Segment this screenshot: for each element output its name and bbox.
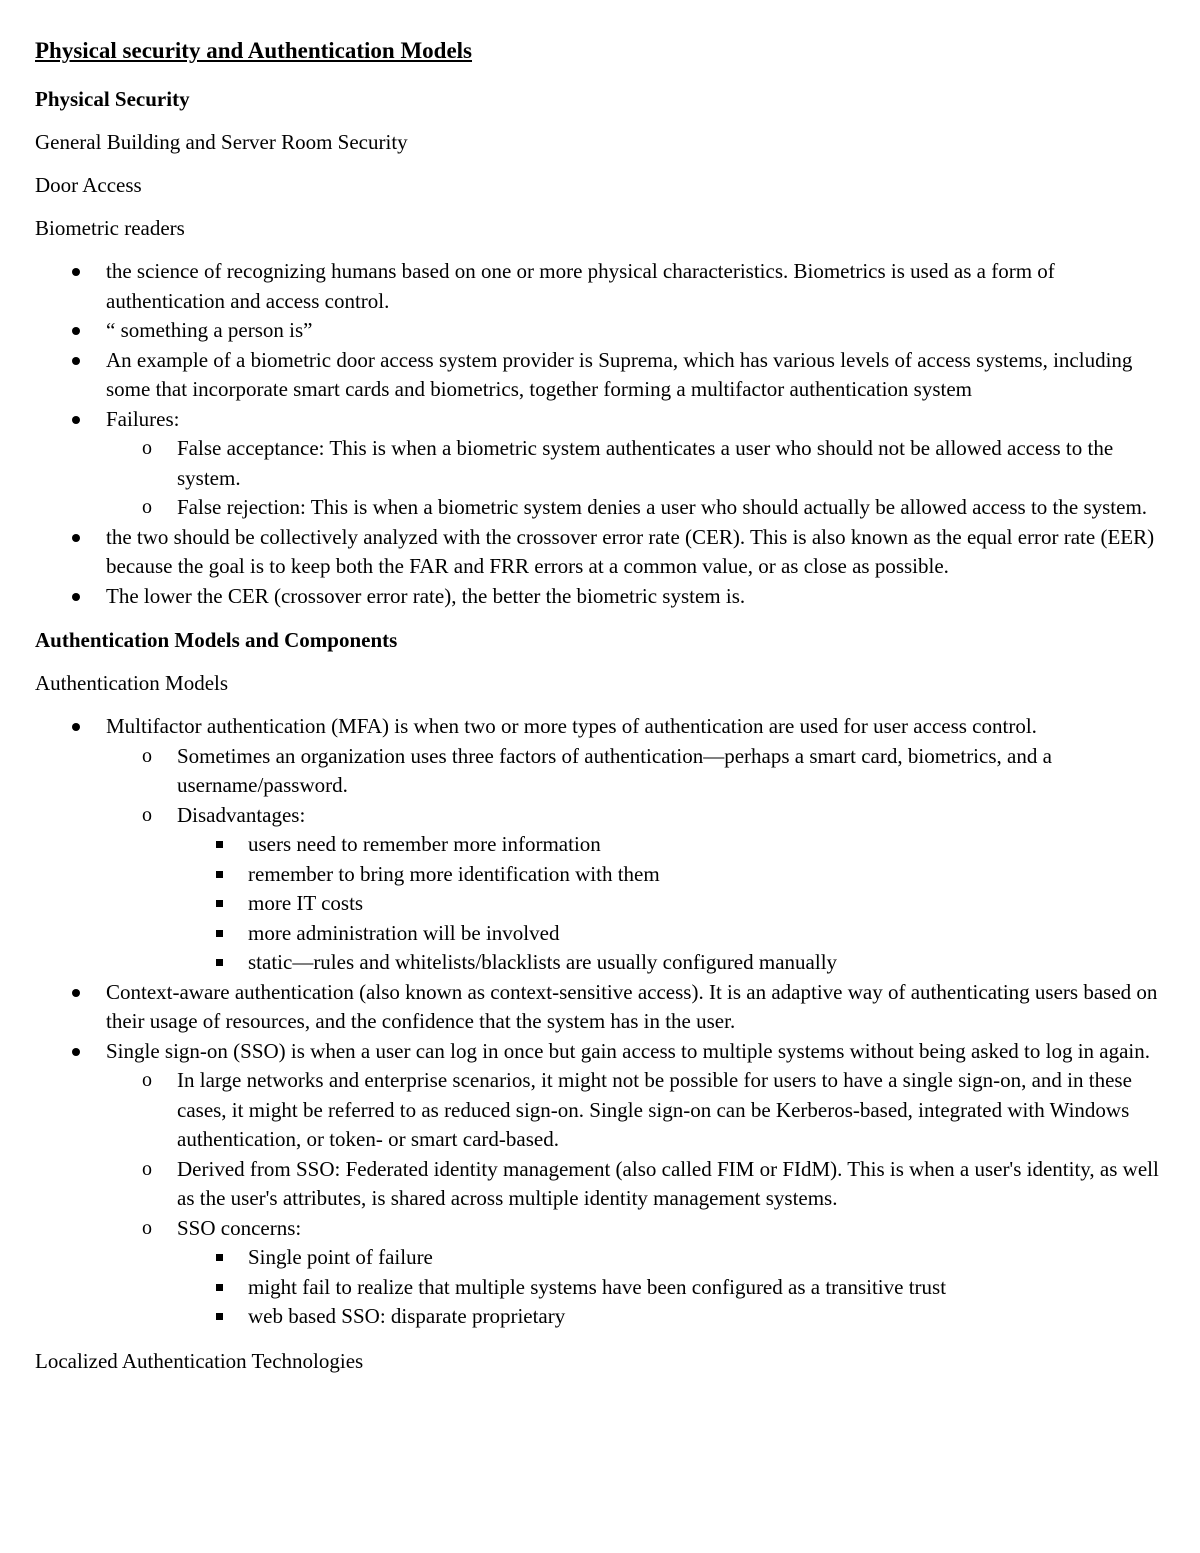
sub-list-item-text: Derived from SSO: Federated identity management (also called FIM or FIdM). This is when a user's identity, as well as the user's attributes, is shared across multiple identity management systems.: [177, 1156, 1159, 1210]
list-item: [35, 257, 1170, 316]
list-item-text: Multifactor authentication (MFA) is when two or more types of authentication are used for user access control.: [106, 714, 1037, 738]
bullet-icon: [72, 357, 80, 365]
list-item: [35, 346, 1170, 405]
subheading-authentication-models: Authentication Models: [35, 671, 229, 695]
biometric-bullet-list: [35, 257, 1170, 611]
subheading-biometric-readers: Biometric readers: [35, 216, 185, 240]
square-bullet-icon: [216, 1313, 223, 1320]
list-item-text: the two should be collectively analyzed with the crossover error rate (CER). This is also known as the equal error rate (EER) because the goal is to keep both the FAR and FRR errors at a common value, or as close as possible.: [106, 524, 1155, 578]
sub-sub-list-item: [177, 948, 1170, 978]
sub-sub-list-item-text: more IT costs: [248, 891, 364, 915]
list-item: [35, 582, 1170, 612]
sub-sub-list-item: [177, 889, 1170, 919]
bullet-icon: [72, 327, 80, 335]
authentication-bullet-list: [35, 712, 1170, 1332]
sub-sub-list-item: [177, 860, 1170, 890]
bullet-icon: [72, 593, 80, 601]
subheading-building-security: General Building and Server Room Security: [35, 130, 408, 154]
list-item-text: Failures:: [106, 406, 180, 431]
sub-sub-list-item: [177, 830, 1170, 860]
bullet-icon: [72, 989, 80, 997]
list-item-text: The lower the CER (crossover error rate), the better the biometric system is.: [106, 583, 746, 608]
list-item: [35, 316, 1170, 346]
square-bullet-icon: [216, 930, 223, 937]
sub-list-item-text: In large networks and enterprise scenarios, it might not be possible for users to have a single sign-on, and in these cases, it might be referred to as reduced sign-on. Single sign-on can be Kerberos-based, integrated with Windows authentication, or token- or smart card-based.: [177, 1068, 1132, 1151]
list-item: [35, 523, 1170, 582]
circle-bullet-icon: o: [142, 744, 152, 767]
sub-list-item: [106, 1155, 1170, 1214]
square-bullet-icon: [216, 959, 223, 966]
square-bullet-icon: [216, 1284, 223, 1291]
bullet-icon: [72, 723, 80, 731]
mfa-sublist: [106, 742, 1170, 978]
sub-sub-list-item-text: more administration will be involved: [248, 920, 560, 945]
list-item-text: An example of a biometric door access system provider is Suprema, which has various levels of access systems, including some that incorporate smart cards and biometrics, together forming a multifactor authentication system: [106, 347, 1133, 401]
sso-sublist: [106, 1066, 1170, 1332]
circle-bullet-icon: o: [142, 437, 152, 459]
sub-sub-list-item: [177, 1273, 1170, 1303]
list-item-text: “ something a person is”: [106, 318, 313, 342]
sub-list-item-text: Disadvantages:: [177, 802, 306, 827]
sub-list-item: [106, 801, 1170, 978]
document-title: Physical security and Authentication Models: [35, 38, 473, 63]
bullet-icon: [72, 416, 80, 424]
sub-sub-list-item: [177, 1302, 1170, 1332]
square-bullet-icon: [216, 900, 223, 907]
sub-sub-list-item-text: static—rules and whitelists/blacklists are usually configured manually: [248, 950, 838, 974]
circle-bullet-icon: o: [142, 803, 152, 826]
sub-list-item: [106, 742, 1170, 801]
list-item-text: Context-aware authentication (also known as context-sensitive access). It is an adaptive way of authenticating users based on their usage of resources, and the confidence that the system has in the user.: [106, 979, 1158, 1033]
list-item: [35, 978, 1170, 1037]
list-item: [35, 405, 1170, 523]
sub-sub-list-item-text: users need to remember more information: [248, 832, 601, 856]
bullet-icon: [72, 1048, 80, 1056]
heading-authentication-models-components: Authentication Models and Components: [35, 628, 398, 652]
bullet-icon: [72, 534, 80, 542]
sub-list-item-text: SSO concerns:: [177, 1215, 302, 1240]
sub-list-item-text: Sometimes an organization uses three factors of authentication—perhaps a smart card, biometrics, and a username/password.: [177, 743, 1052, 797]
square-bullet-icon: [216, 841, 223, 848]
circle-bullet-icon: o: [142, 1157, 152, 1180]
sso-concerns-sublist: [177, 1243, 1170, 1332]
disadvantages-sublist: [177, 830, 1170, 978]
sub-list-item: [106, 493, 1170, 523]
bullet-icon: [72, 268, 80, 276]
subheading-door-access: Door Access: [35, 173, 142, 197]
sub-list-item: [106, 1214, 1170, 1332]
failures-sublist: [106, 434, 1170, 523]
square-bullet-icon: [216, 871, 223, 878]
square-bullet-icon: [216, 1254, 223, 1261]
sub-sub-list-item: [177, 919, 1170, 949]
sub-list-item-text: False acceptance: This is when a biometric system authenticates a user who should not be allowed access to the system.: [177, 436, 1114, 490]
sub-list-item: [106, 1066, 1170, 1155]
sub-sub-list-item-text: might fail to realize that multiple systems have been configured as a transitive trust: [248, 1274, 947, 1299]
list-item-text: Single sign-on (SSO) is when a user can log in once but gain access to multiple systems without being asked to log in again.: [106, 1038, 1151, 1063]
list-item-text: the science of recognizing humans based on one or more physical characteristics. Biometrics is used as a form of authentication and access control.: [106, 259, 1055, 313]
sub-list-item: [106, 434, 1170, 493]
circle-bullet-icon: o: [142, 496, 152, 518]
sub-sub-list-item-text: web based SSO: disparate proprietary: [248, 1304, 566, 1328]
sub-list-item-text: False rejection: This is when a biometric system denies a user who should actually be allowed access to the system.: [177, 495, 1148, 519]
heading-physical-security: Physical Security: [35, 87, 190, 111]
sub-sub-list-item-text: Single point of failure: [248, 1245, 433, 1269]
list-item: [35, 1037, 1170, 1332]
sub-sub-list-item: [177, 1243, 1170, 1273]
sub-sub-list-item-text: remember to bring more identification with them: [248, 861, 660, 886]
circle-bullet-icon: o: [142, 1216, 152, 1239]
circle-bullet-icon: o: [142, 1069, 152, 1091]
list-item: [35, 712, 1170, 978]
subheading-localized-authentication: Localized Authentication Technologies: [35, 1348, 364, 1373]
